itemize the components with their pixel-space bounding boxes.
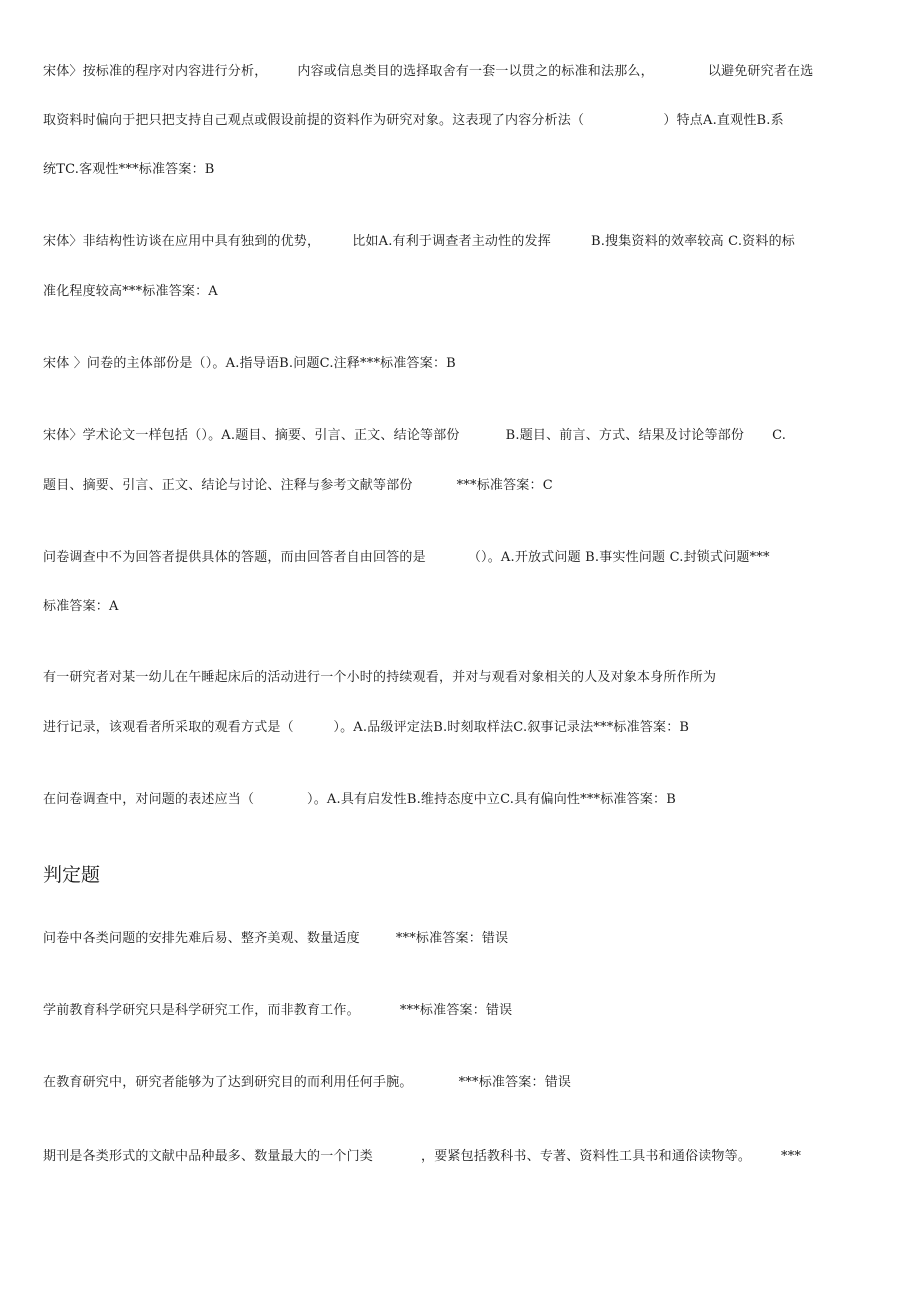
text-segment: 内容或信息类目的选择取舍有一套一以贯之的标准和法那么， [297,64,654,79]
text-segment: 题目、摘要、引言、正文、结论与讨论、注释与参考文献等部份 [43,478,413,493]
question-4-line-1 [43,427,786,445]
question-6-line-2: 进行记录，该观看者所采取的观看方式是（ ）。A.品级评定法B.时刻取样法C.叙事记录法***标准答案：B [43,720,690,735]
text-segment: 期刊是各类形式的文献中品种最多、数量最大的一个门类 [43,1149,374,1164]
text-segment: 比如A.有利于调查者主动性的发挥 [352,234,551,249]
text-segment: 问卷调查中不为回答者提供具体的答题，而由回答者自由回答的是 [43,550,426,565]
question-7-line-1: 在问卷调查中，对问题的表述应当（ ）。A.具有启发性B.维持态度中立C.具有偏向性***标准答案：B [43,792,676,807]
text-segment: 宋体〉学术论文一样包括（）。A.题目、摘要、引言、正文、结论等部份 [43,428,460,443]
answer: ***标准答案：错误 [395,931,509,946]
answer: ***标准答案：C [456,478,553,493]
text-segment: （）。A.开放式问题 B.事实性问题 C.封锁式问题*** [467,550,770,565]
question-2-line-1 [43,233,795,251]
judgment-3 [43,1074,571,1092]
judgment-1 [43,930,508,948]
text-segment: 在教育研究中，研究者能够为了达到研究目的而利用任何手腕。 [43,1075,413,1090]
text-segment: 宋体〉非结构性访谈在应用中具有独到的优势， [43,234,321,249]
text-segment: ，要紧包括教科书、专著、资料性工具书和通俗读物等。 [421,1149,752,1164]
text-segment: 学前教育科学研究只是科学研究工作，而非教育工作。 [43,1003,360,1018]
section-title: 判定题 [43,864,101,886]
question-1-line-2: 取资料时偏向于把只把支持自己观点或假设前提的资料作为研究对象。这表现了内容分析法（ ）特点A.直观性B.系 [43,113,784,128]
question-4-line-2 [43,477,553,495]
text-segment: B.题目、前言、方式、结果及讨论等部份 [505,428,745,443]
text-segment: B.搜集资料的效率较高 C.资料的标 [590,234,795,249]
answer: ***标准答案：错误 [458,1075,572,1090]
question-1-line-3: 统TC.客观性***标准答案：B [43,162,215,177]
answer: *** [781,1149,802,1164]
question-6-line-1: 有一研究者对某一幼儿在午睡起床后的活动进行一个小时的持续观看，并对与观看对象相关的人及对象本身所作所为 [43,670,717,685]
judgment-4 [43,1148,801,1166]
question-3-line-1: 宋体 〉问卷的主体部份是（）。A.指导语B.问题C.注释***标准答案：B [43,356,456,371]
text-segment: 宋体〉按标准的程序对内容进行分析， [43,64,268,79]
text-segment: 以避免研究者在选 [707,64,814,79]
text-segment: 问卷中各类问题的安排先难后易、整齐美观、数量适度 [43,931,360,946]
text-segment: C. [772,428,787,443]
judgment-2 [43,1002,512,1020]
question-1-line-1 [43,63,813,81]
question-2-line-2: 准化程度较高***标准答案：A [43,284,218,299]
question-5-line-1 [43,549,770,567]
answer: ***标准答案：错误 [399,1003,513,1018]
question-5-line-2: 标准答案：A [43,599,119,614]
